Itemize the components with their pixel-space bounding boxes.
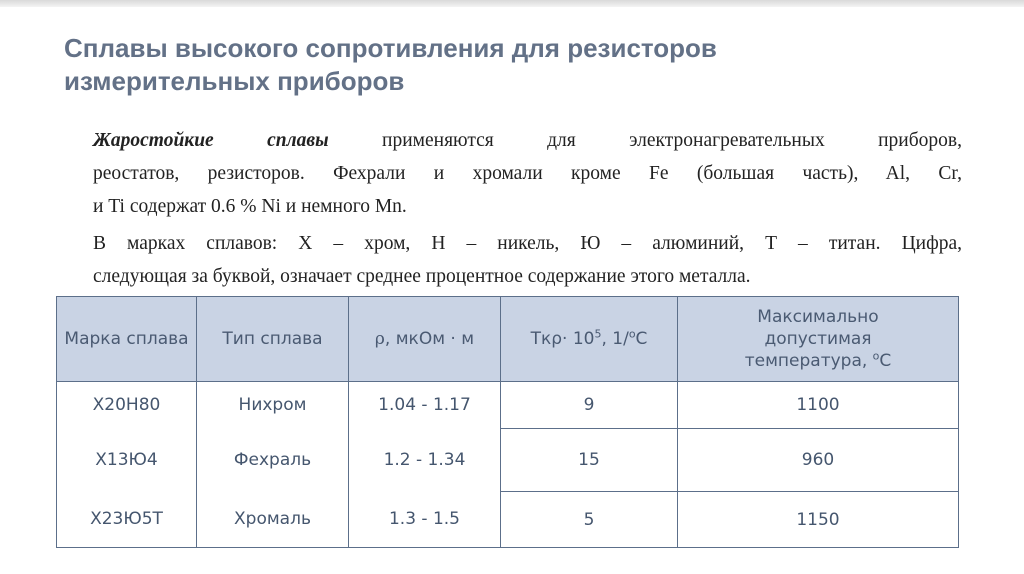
- paragraph-grade-notation: [57, 227, 962, 293]
- max-temp-line-1: Максимально: [757, 307, 879, 327]
- term-heat-resistant-alloys: Жаростойкие сплавы: [93, 130, 329, 151]
- slide-top-bar: [0, 0, 1024, 7]
- cell-max-temperature: 960: [678, 429, 959, 492]
- table-header-row: [57, 297, 959, 382]
- cell-temp-coefficient: 9: [501, 382, 678, 429]
- header-resistivity: [349, 297, 501, 382]
- resistivity-unit: , мкОм · м: [384, 329, 475, 349]
- paragraph-1-line-1-rest: применяются для электронагревательных приборов,: [328, 130, 962, 151]
- max-temp-degree: о: [872, 349, 880, 363]
- paragraph-1-line-1: [57, 124, 962, 157]
- temp-coefficient-degree: о: [628, 327, 636, 341]
- paragraph-2-line-1: В марках сплавов: Х – хром, Н – никель, Ю – алюминий, Т – титан. Цифра,: [93, 233, 962, 254]
- cell-grade: Х13Ю4: [57, 429, 197, 492]
- cell-alloy-type: Фехраль: [197, 429, 349, 492]
- slide-title-line-2: измерительных приборов: [64, 66, 405, 96]
- cell-resistivity: 1.2 - 1.34: [349, 429, 501, 492]
- cell-alloy-type: Хромаль: [197, 492, 349, 548]
- max-temp-line-2: допустимая: [764, 329, 872, 349]
- alloys-table: [56, 296, 959, 548]
- cell-temp-coefficient: 15: [501, 429, 678, 492]
- table-row: [57, 382, 959, 429]
- cell-resistivity: 1.3 - 1.5: [349, 492, 501, 548]
- slide-title: [64, 32, 964, 98]
- cell-grade: Х20Н80: [57, 382, 197, 429]
- cell-max-temperature: 1150: [678, 492, 959, 548]
- temp-coefficient-label: Ткρ· 10: [530, 329, 595, 349]
- cell-max-temperature: 1100: [678, 382, 959, 429]
- header-alloy-type: Тип сплава: [197, 297, 349, 382]
- cell-resistivity: 1.04 - 1.17: [349, 382, 501, 429]
- table-row: [57, 429, 959, 492]
- header-grade: Марка сплава: [57, 297, 197, 382]
- max-temp-unit: С: [879, 351, 892, 371]
- paragraph-1-line-2: реостатов, резисторов. Фехрали и хромали кроме Fe (большая часть), Al, Cr,: [93, 163, 962, 184]
- cell-grade: Х23Ю5Т: [57, 492, 197, 548]
- paragraph-heat-resistant-alloys: [57, 124, 962, 223]
- slide-body-text: [57, 124, 962, 293]
- rho-symbol: ρ: [374, 329, 385, 349]
- header-max-temperature: [678, 297, 959, 382]
- cell-alloy-type: Нихром: [197, 382, 349, 429]
- temp-coefficient-exponent: 5: [594, 327, 602, 341]
- cell-temp-coefficient: 5: [501, 492, 678, 548]
- table-row: [57, 492, 959, 548]
- temp-coefficient-unit-post: С: [635, 329, 648, 349]
- slide-title-line-1: Сплавы высокого сопротивления для резисторов: [64, 33, 717, 63]
- paragraph-2-line-2: следующая за буквой, означает среднее процентное содержание этого металла.: [93, 266, 751, 287]
- paragraph-1-line-3: и Ti содержат 0.6 % Ni и немного Mn.: [93, 196, 407, 217]
- max-temp-line-3: температура,: [744, 351, 873, 371]
- temp-coefficient-unit-pre: , 1/: [601, 329, 629, 349]
- header-temp-coefficient: [501, 297, 678, 382]
